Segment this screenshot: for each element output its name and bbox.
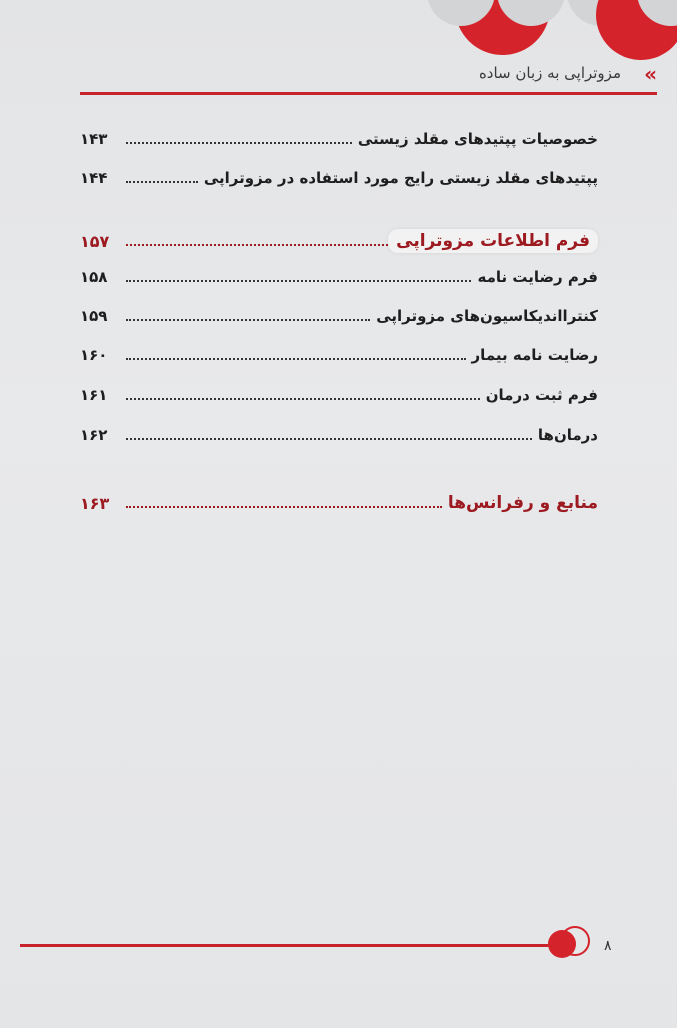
page-number: ۸ (604, 938, 612, 954)
toc-section-title: فرم اطلاعات مزوتراپی (388, 229, 598, 253)
toc-entry-title: پپتیدهای مقلد زیستی رایج مورد استفاده در مزوتراپی (203, 169, 598, 187)
dot-leader (126, 438, 532, 440)
footer-divider (20, 944, 560, 947)
toc-entry-title: کنترااندیکاسیون‌های مزوتراپی (376, 307, 598, 325)
toc-entry[interactable] (80, 303, 598, 329)
footer-decor-ring (560, 926, 590, 956)
toc-entry-page: ۱۴۳ (80, 130, 108, 148)
toc-entry[interactable] (80, 126, 598, 152)
toc-entry[interactable] (80, 422, 598, 448)
dot-leader (126, 319, 370, 321)
toc-section[interactable] (80, 228, 598, 254)
header-divider (80, 92, 657, 95)
toc-section-page: ۱۶۳ (80, 493, 110, 513)
toc-entry-title: رضایت نامه بیمار (471, 346, 598, 364)
toc-entry-title: فرم رضایت نامه (477, 268, 598, 286)
toc-section[interactable] (80, 490, 598, 516)
dot-leader (126, 244, 388, 246)
toc-entry-title: درمان‌ها (537, 426, 598, 444)
toc-section-page: ۱۵۷ (80, 231, 110, 251)
toc-entry[interactable] (80, 264, 598, 290)
running-header (80, 62, 657, 92)
toc-entry[interactable] (80, 342, 598, 368)
chevron-double-icon: » (644, 62, 657, 86)
dot-leader (126, 142, 352, 144)
toc-entry[interactable] (80, 382, 598, 408)
toc-entry-title: خصوصیات پپتیدهای مقلد زیستی (357, 130, 598, 148)
toc-entry[interactable] (80, 165, 598, 191)
toc-entry-title: فرم ثبت درمان (485, 386, 598, 404)
toc-entry-page: ۱۶۱ (80, 386, 108, 404)
toc-entry-page: ۱۵۸ (80, 268, 108, 286)
toc-section-title: منابع و رفرانس‌ها (447, 493, 598, 513)
dot-leader (126, 280, 471, 282)
dot-leader (126, 181, 198, 183)
toc-entry-page: ۱۶۲ (80, 426, 108, 444)
toc-entry-page: ۱۵۹ (80, 307, 108, 325)
dot-leader (126, 506, 442, 508)
toc-entry-page: ۱۶۰ (80, 346, 108, 364)
dot-leader (126, 398, 480, 400)
toc-entry-page: ۱۴۴ (80, 169, 108, 187)
book-title: مزوتراپی به زبان ساده (478, 64, 621, 82)
dot-leader (126, 358, 466, 360)
